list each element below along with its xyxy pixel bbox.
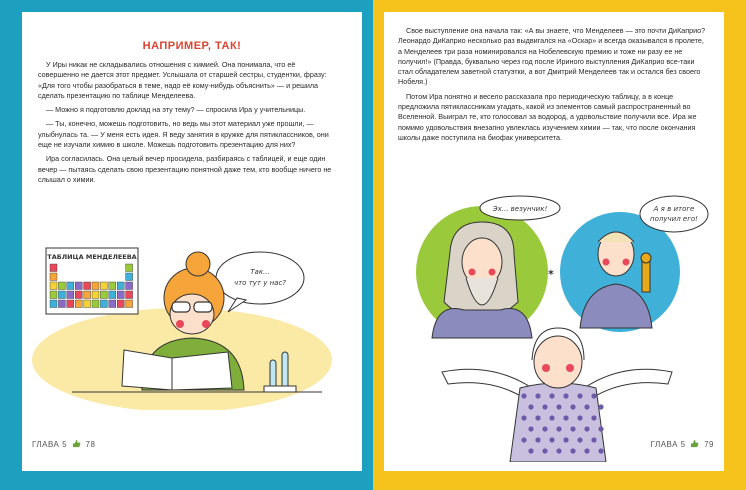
dress-dot (549, 393, 554, 398)
poster-element-cell (126, 300, 133, 308)
dress-dot (542, 404, 547, 409)
dress-dot (570, 404, 575, 409)
hydrogen-symbol: ✶ (546, 268, 556, 279)
poster-element-cell (75, 282, 82, 290)
dress-dot (528, 404, 533, 409)
poster-element-cell (126, 273, 133, 281)
poster-element-cell (92, 291, 99, 299)
speech-bubble-right (640, 196, 708, 232)
poster-element-cell (126, 282, 133, 290)
poster-element-cell (92, 282, 99, 290)
poster-element-cell (50, 264, 57, 272)
poster-element-cell (100, 282, 107, 290)
poster-element-cell (100, 300, 107, 308)
right-page-text (398, 26, 706, 147)
dress-dot (549, 437, 554, 442)
right-page (384, 12, 724, 471)
poster-element-cell (75, 291, 82, 299)
poster-element-cell (58, 300, 65, 308)
poster-element-cell (67, 291, 74, 299)
dress-dot (584, 448, 589, 453)
dress-dot (591, 437, 596, 442)
dress-dot (542, 448, 547, 453)
bubble-line-2: что тут у нас? (233, 279, 287, 287)
dress-dot (528, 426, 533, 431)
poster-element-cell (126, 264, 133, 272)
dress-dot (598, 426, 603, 431)
left-page (22, 12, 362, 471)
dress-dot (556, 448, 561, 453)
page-footer-right (651, 439, 714, 449)
chapter-label: ГЛАВА 5 (650, 440, 686, 449)
poster-element-cell (50, 282, 57, 290)
dress-dot (563, 393, 568, 398)
poster-element-cell (100, 291, 107, 299)
poster-element-cell (117, 300, 124, 308)
dress-dot (556, 426, 561, 431)
page-number: 79 (704, 440, 714, 449)
speech-bubble-left (480, 196, 560, 220)
poster-title: ТАБЛИЦА МЕНДЕЛЕЕВА (47, 253, 137, 261)
paragraph: У Иры никак не складывались отношения с химией. Она понимала, что её совершенно не дается этот предмет. Услышала от старшей сестры, студентки, фразу: «Для того чтобы разобраться в теме, надо её кому-нибудь объяснить» — и решила сделать презентацию по таблице Менделеева. (38, 60, 327, 100)
poster-element-cell (67, 300, 74, 308)
paragraph: Потом Ира понятно и весело рассказала про периодическую таблицу, а в конце предложила пятиклассникам угадать, какой из элементов самый распространенный во Вселенной. Выиграл те, кто голосовал за водород, а удовольствие получили все. Ира же помимо удовольствия внезапно увлеклась изучением химии — так, что после окончания школы даже поступила на биофак университета. (398, 91, 697, 142)
mendeleev-bubble (416, 206, 548, 338)
dress-dot (570, 426, 575, 431)
dress-dot (521, 393, 526, 398)
girl-studying-illustration (32, 240, 342, 410)
dress-dot (535, 437, 540, 442)
paragraph: — Ты, конечно, можешь подготовить, но ведь мы этот материал уже прошли, — улыбнулась та. — У меня есть идея. Я веду занятия в кружке для пятиклассников, они еще не изучали химию в школе. Можешь подготовить презентацию для них? (38, 119, 329, 150)
oscar-statuette (642, 262, 650, 292)
poster-element-cell (92, 300, 99, 308)
poster-element-cell (50, 291, 57, 299)
dress-dot (598, 448, 603, 453)
poster-element-cell (58, 291, 65, 299)
poster-element-cell (84, 291, 91, 299)
poster-element-cell (117, 282, 124, 290)
poster-element-cell (109, 282, 116, 290)
paragraph: Ира согласилась. Она целый вечер просидела, разбираясь с таблицей, и еще один вечер — пытаясь сделать свою презентацию понятной даже тем, кто вообще ничего не слышал о химии. (38, 154, 332, 184)
poster-element-cell (50, 273, 57, 281)
dress-dot (570, 448, 575, 453)
periodic-table-poster (46, 248, 138, 314)
bubble-text-right-1: А я в итоге (653, 205, 695, 213)
bubble-text-right-2: получил его! (650, 215, 698, 223)
dress-dot (598, 404, 603, 409)
dress-dot (535, 393, 540, 398)
poster-element-cell (117, 291, 124, 299)
bubble-line-1: Так... (250, 268, 270, 276)
poster-element-cell (84, 282, 91, 290)
speech-bubble (216, 252, 304, 312)
poster-element-cell (84, 300, 91, 308)
dress-dot (521, 415, 526, 420)
page-number: 78 (85, 440, 96, 449)
poster-element-cell (67, 282, 74, 290)
dress-dot (577, 415, 582, 420)
dress-dot (577, 437, 582, 442)
dress-dot (591, 415, 596, 420)
dress-dot (535, 415, 540, 420)
poster-element-cell (109, 291, 116, 299)
dress-dot (549, 415, 554, 420)
poster-element-cell (109, 300, 116, 308)
dress-dot (584, 404, 589, 409)
dress-dot (563, 437, 568, 442)
dress-dot (591, 393, 596, 398)
thumbs-up-icon (72, 439, 81, 448)
mendeleev-dicaprio-illustration (402, 192, 712, 462)
dress-dot (542, 426, 547, 431)
paragraph: — Можно я подготовлю доклад на эту тему? — спросила Ира у учительницы. (46, 105, 306, 115)
left-page-text (38, 60, 338, 189)
dress-dot (556, 404, 561, 409)
thumbs-up-icon (690, 439, 699, 448)
dress-dot (577, 393, 582, 398)
dress-dot (584, 426, 589, 431)
dress-dot (521, 437, 526, 442)
girl-arms-up-figure (442, 328, 672, 462)
poster-element-cell (75, 300, 82, 308)
poster-element-cell (58, 282, 65, 290)
section-heading: НАПРИМЕР, ТАК! (142, 40, 242, 52)
paragraph: Свое выступление она начала так: «А вы знаете, что Менделеев — это почти ДиКаприо? Леонардо ДиКаприо несколько раз выдвигался на «Оскар» и всегда оказывался в пролете, а Менделеев три раза номинировался на Нобелевскую премию и тоже ни разу ее не получил!» (Правда, буквально через год после Ириного выступления ДиКаприо все-таки стал обладателем заветной статуэтки, а вот Дмитрий Менделеев так и остался без своего Нобеля.) (398, 26, 706, 87)
dress-dot (563, 415, 568, 420)
bubble-text-left: Эх... везунчик! (492, 205, 548, 213)
chapter-label: ГЛАВА 5 (32, 440, 68, 449)
poster-element-cell (126, 291, 133, 299)
dress-dot (528, 448, 533, 453)
page-footer-left (32, 439, 95, 449)
poster-element-cell (50, 300, 57, 308)
